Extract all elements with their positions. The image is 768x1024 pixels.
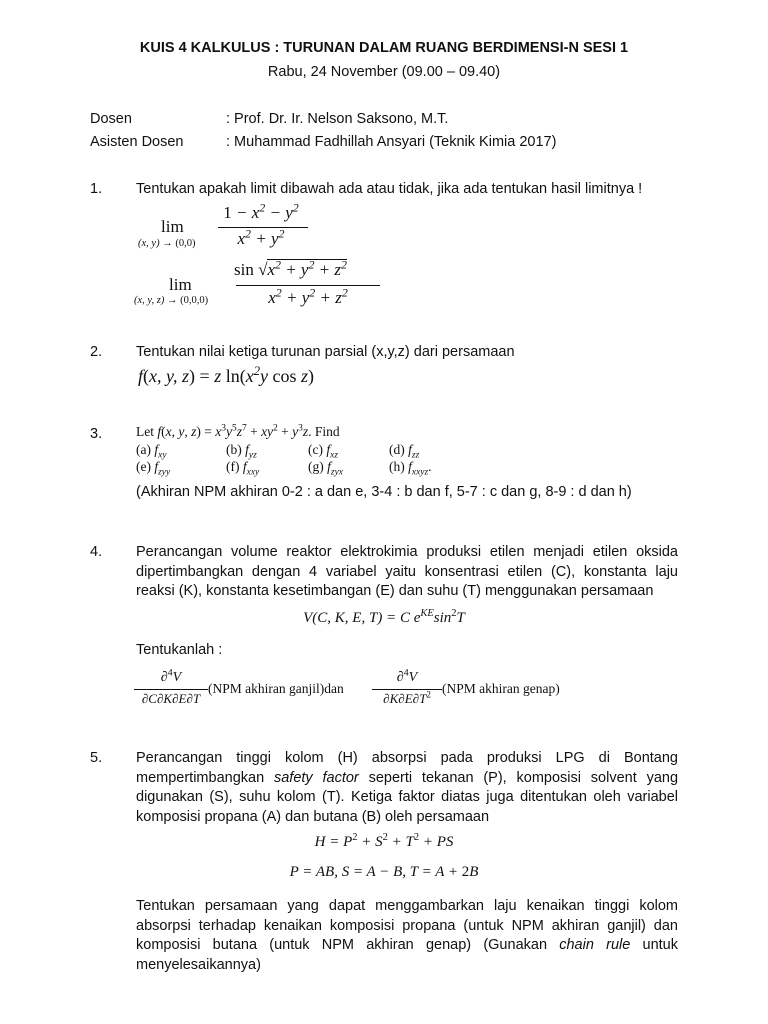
q2-equation: f(x, y, z) = z $\ln(x^2y$ cos z) — [138, 364, 315, 386]
q1-text: Tentukan apakah limit dibawah ada atau tidak, jika ada tentukan hasil limitnya ! — [136, 181, 643, 197]
q5-number: 5. — [90, 750, 103, 766]
asisten-value: : Muhammad Fadhillah Ansyari (Teknik Kimia 2017) — [226, 134, 557, 150]
page-title: KUIS 4 KALKULUS : TURUNAN DALAM RUANG BERDIMENSI-N SESI 1 — [139, 40, 629, 56]
q5-equation-h: $H = P^2 + S^2 + T^2$ + PS — [314, 832, 454, 850]
q2-number: 2. — [90, 344, 103, 360]
q4-tentukan: Tentukanlah : — [136, 642, 223, 658]
q3-note: (Akhiran NPM akhiran 0-2 : a dan e, 3-4 : b dan f, 5-7 : c dan g, 8-9 : d dan h) — [136, 484, 632, 500]
q5-text: Perancangan tinggi kolom (H) absorpsi pada produksi LPG di Bontang mempertimbangkan safety factor seperti tekanan (P), komposisi solvent yang digunakan (S), suhu kolom (T). Ketiga faktor diatas juga ditentukan oleh variabel komposisi propana (A) dan butana (B) oleh persamaan — [136, 750, 679, 825]
q4-text: Perancangan volume reaktor elektrokimia produksi etilen menjadi etilen oksida dipertimbangkan dengan 4 variabel yaitu konsentrasi etilen (C), konstanta laju reaksi (K), konstanta kesetimbangan (E) dan suhu (T) menggunakan persamaan — [136, 544, 678, 599]
asisten-label: Asisten Dosen — [90, 134, 184, 150]
dosen-value: : Prof. Dr. Ir. Nelson Saksono, M.T. — [226, 111, 449, 127]
q4-derivatives: ∂$^4$V ∂C∂K∂E∂T (NPM akhiran ganjil)dan ∂$^4$V $\partial K\partial E\partial T^2$ (NPM akhiran genap) — [134, 670, 694, 714]
q4-ganjil-label: (NPM akhiran ganjil)dan — [208, 681, 344, 696]
q5-closing: Tentukan persamaan yang dapat menggambarkan laju kenaikan tinggi kolom absorpsi terhadap kenaikan komposisi propana (untuk NPM akhiran ganjil) dan komposisi butana (untuk NPM akhiran genap) (Gunakan chain rule untuk menyelesaikannya) — [136, 898, 678, 973]
q4-genap-label: (NPM akhiran genap) — [442, 681, 560, 696]
dosen-label: Dosen — [90, 111, 132, 127]
q4-equation: V(C, K, E, T) = C $e^{KE}\sin^2T$ — [303, 608, 465, 626]
q4-number: 4. — [90, 544, 103, 560]
q3-problem: Let f(x, y, $z) = x^3y^5z^7 + xy^2 + y^3z$. Find (a) $f_{xy}$ (b) $f_{yz}$ (c) $f_{xz}$ (d) $f_{zz}$ (e) $f_{zyy}$ (f) $f_{xxy}$ (g) $f_{zyx}$ (h) $f_{xxyz}$. — [136, 423, 432, 478]
q2-text: Tentukan nilai ketiga turunan parsial (x,y,z) dari persamaan — [136, 344, 515, 360]
q1-number: 1. — [90, 181, 103, 197]
q3-number: 3. — [90, 426, 103, 442]
q1-limit-2: lim (x, y, z) → (0,0,0) $\sin √x^2 + y^2 + z^2$ $x^2 + y^2 + z^2$ — [136, 258, 456, 310]
q1-limit-1: lim (x, y) → (0,0) $1 - x^2 - y^2$ $x^2 + y^2$ — [136, 203, 436, 253]
page-subtitle: Rabu, 24 November (09.00 – 09.40) — [267, 64, 501, 80]
q5-equation-p: P = AB, S = A − B, T = A + 2B — [289, 864, 479, 880]
